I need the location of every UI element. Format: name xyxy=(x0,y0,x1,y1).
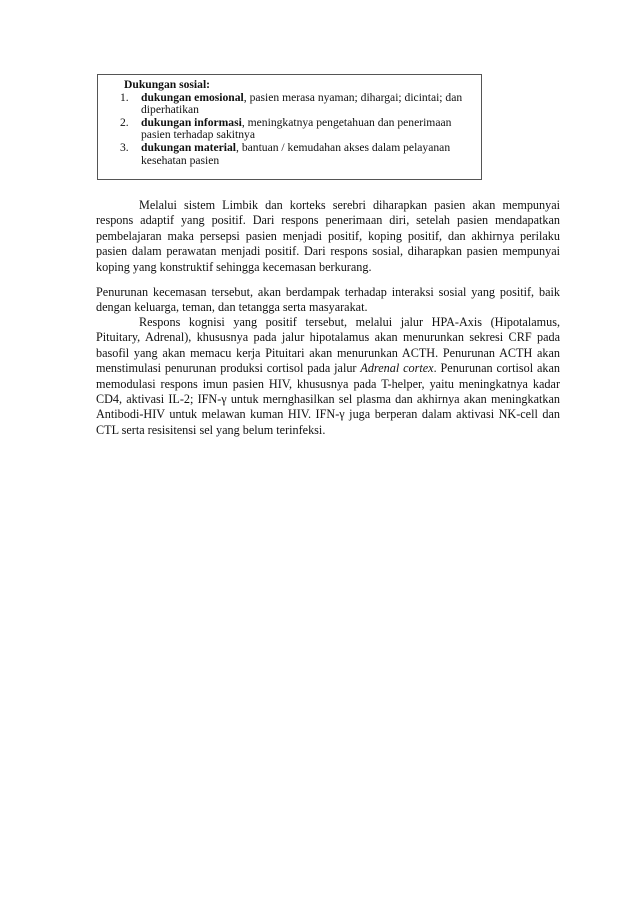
social-support-box xyxy=(97,74,482,180)
list-item xyxy=(120,117,475,142)
item-term: dukungan informasi xyxy=(141,115,242,129)
item-description: , pasien merasa nyaman; dihargai; dicintai; dan diperhatikan xyxy=(141,90,463,117)
item-number: 3. xyxy=(120,140,129,154)
paragraph-text: . Penurunan cortisol akan memodulasi respons imun pasien HIV, khususnya pada T-helper, yaitu meningkatnya kadar CD4, aktivasi IL-2; IFN-γ untuk mernghasilkan sel plasma dan akhirnya akan meningkatkan Antibodi-HIV untuk melawan kuman HIV. IFN-γ juga berperan dalam aktivasi NK-cell dan CTL serta resisitensi sel yang belum terinfeksi. xyxy=(96,361,560,437)
item-term: dukungan material xyxy=(141,140,237,154)
paragraph-cognitive-response xyxy=(96,315,560,438)
box-title: Dukungan sosial: xyxy=(124,78,211,91)
list-item xyxy=(120,92,475,117)
item-number: 2. xyxy=(120,115,129,129)
item-number: 1. xyxy=(120,90,129,104)
item-description: , bantuan / kemudahan akses dalam pelayanan kesehatan pasien xyxy=(141,140,451,167)
item-description: , meningkatnya pengetahuan dan penerimaan pasien terhadap sakitnya xyxy=(141,115,452,142)
item-term: dukungan emosional xyxy=(141,90,244,104)
list-item xyxy=(120,142,475,167)
italic-term: Adrenal cortex xyxy=(360,361,434,376)
paragraph-anxiety-reduction: Penurunan kecemasan tersebut, akan berdampak terhadap interaksi sosial yang positif, baik dengan keluarga, teman, dan tetangga serta masyarakat. xyxy=(96,285,560,315)
paragraph-text: Respons kognisi yang positif tersebut, melalui jalur HPA-Axis (Hipotalamus, Pituitary, Adrenal), khususnya pada jalur hipotalamus akan menurunkan sekresi CRF pada basofil yang akan memacu kerja Pituitari akan menurunkan ACTH. Penurunan ACTH akan menstimulasi penurunan produksi cortisol pada jalur xyxy=(96,315,560,376)
paragraph-limbic-system: Melalui sistem Limbik dan korteks serebri diharapkan pasien akan mempunyai respons adaptif yang positif. Dari respons penerimaan diri, setelah pasien mendapatkan pembelajaran maka persepsi pasien menjadi positif, koping positif, dan akhirnya perilaku pasien dalam perawatan menjadi positif. Dari respons sosial, diharapkan pasien mempunyai koping yang konstruktif sehingga kecemasan berkurang. xyxy=(96,198,560,274)
support-list xyxy=(120,92,475,168)
